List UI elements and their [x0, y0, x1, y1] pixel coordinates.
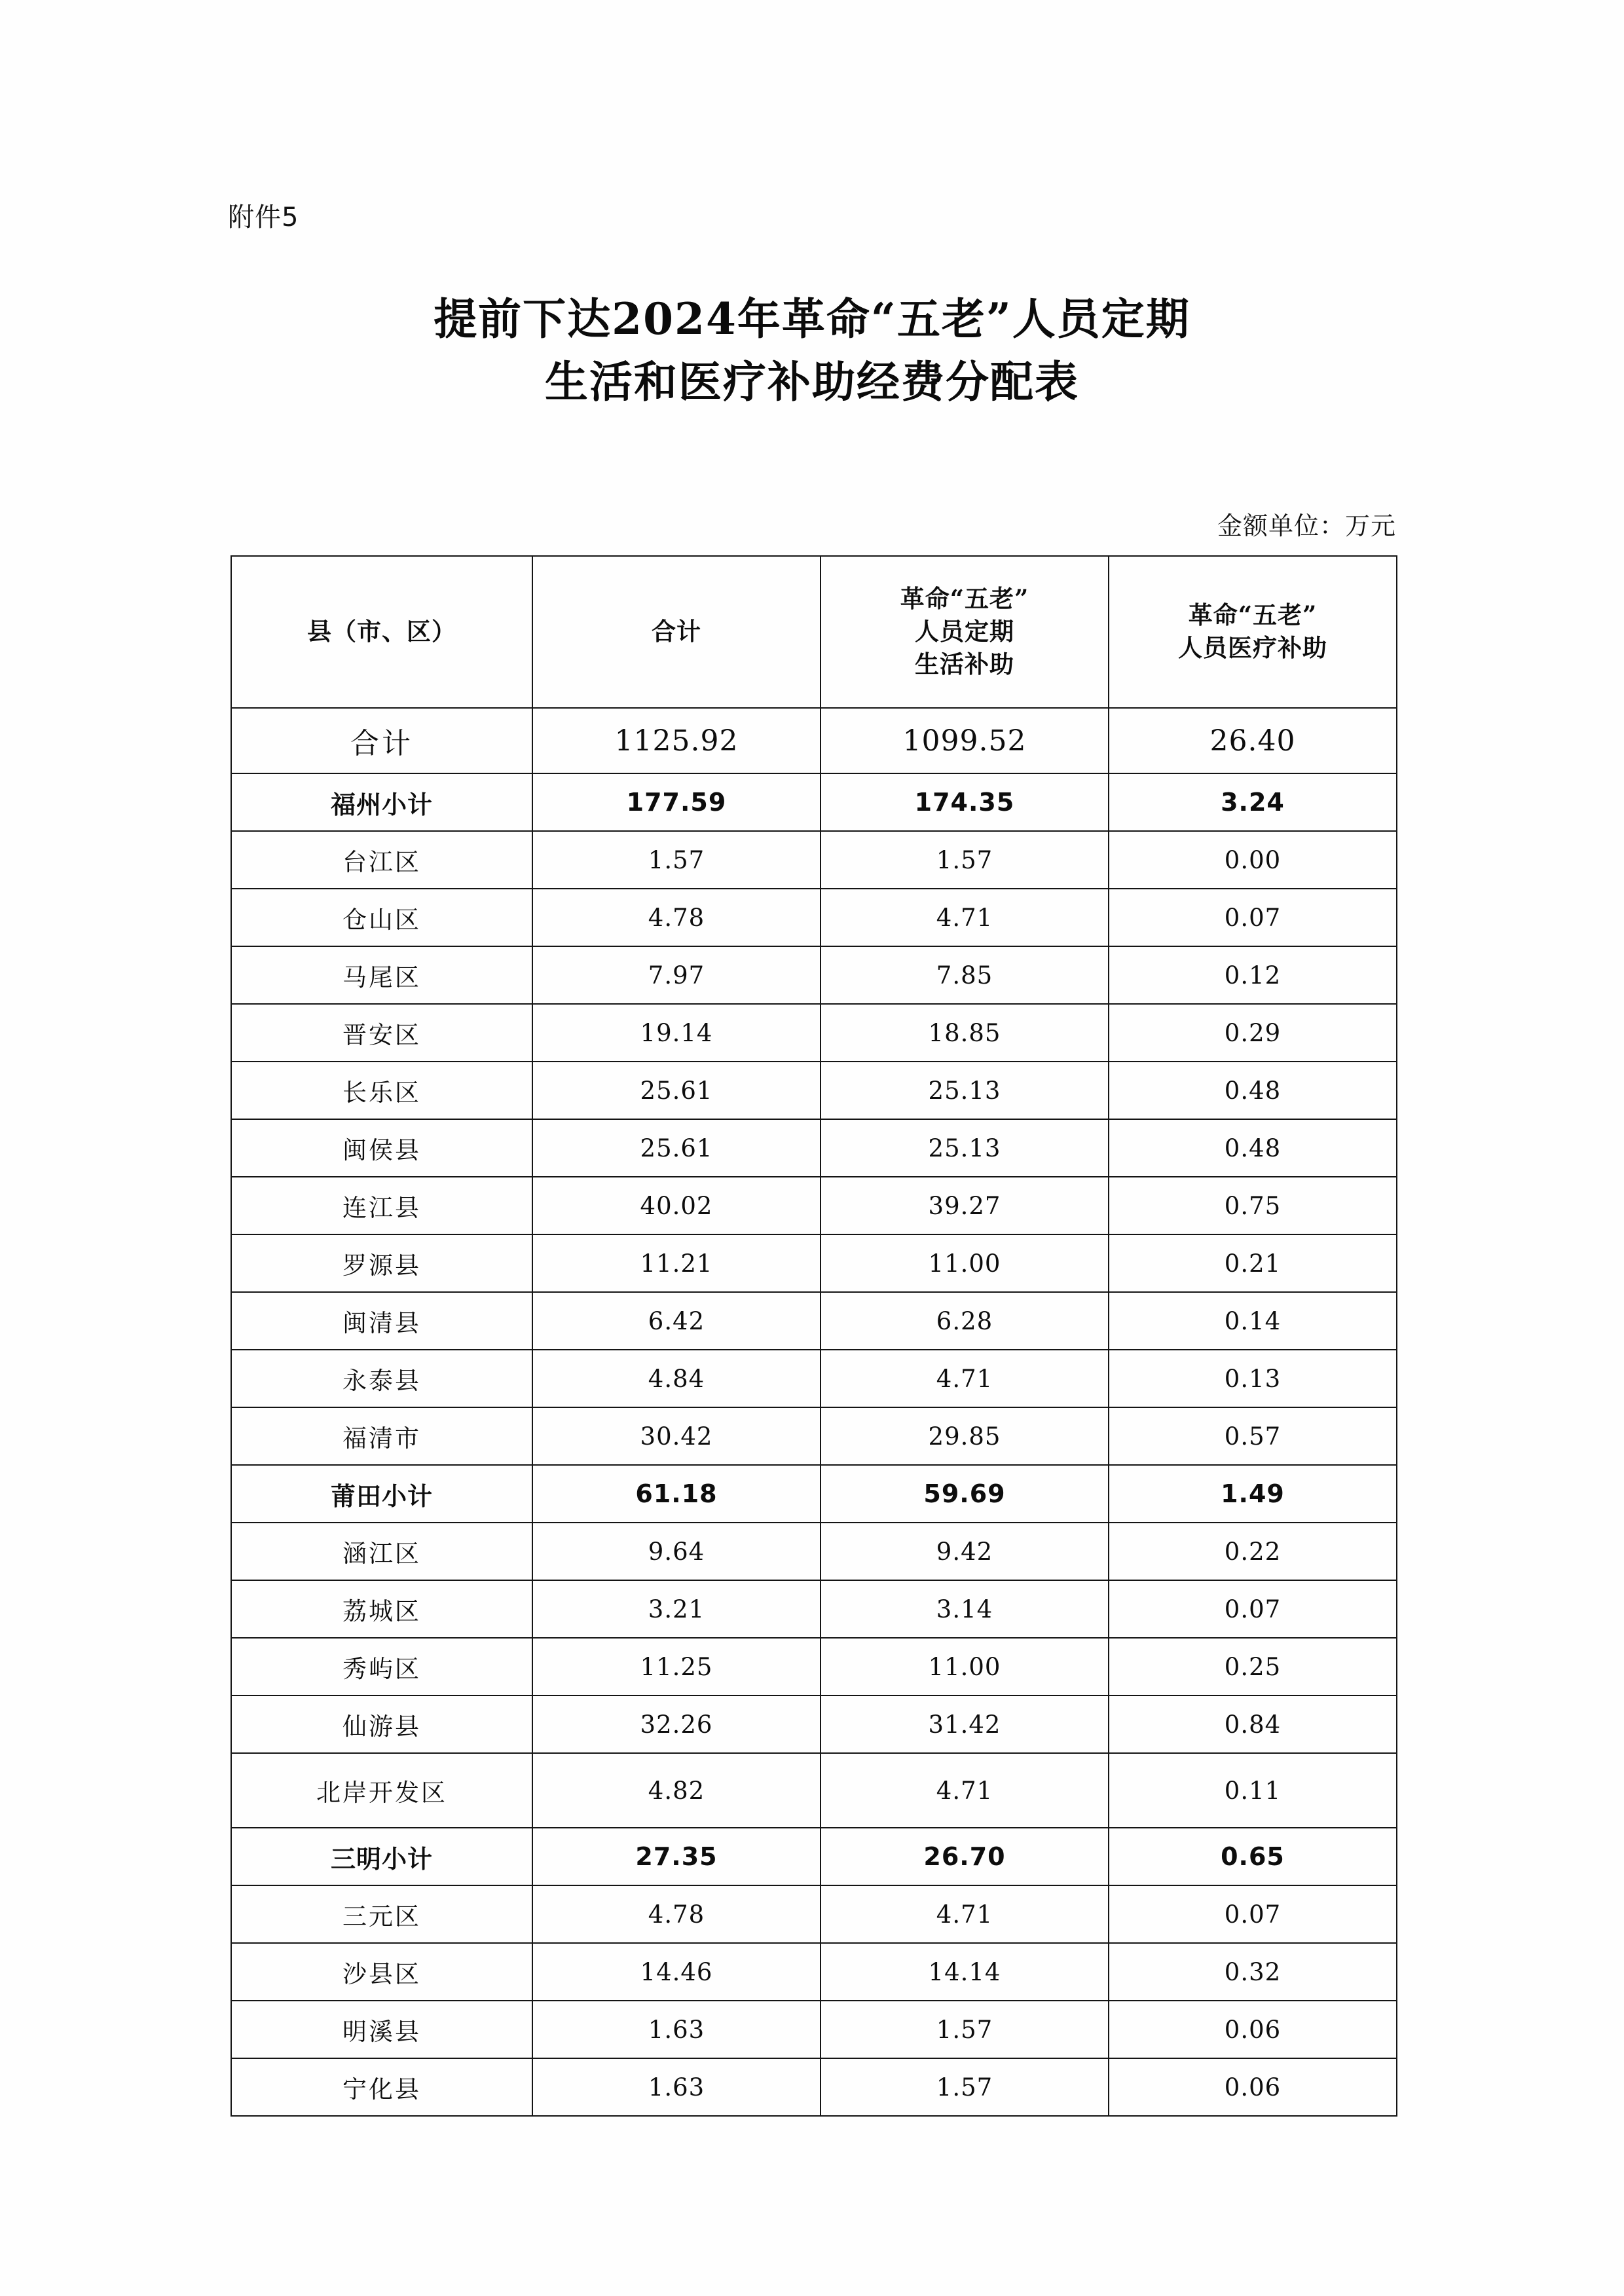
- row-name: 秀屿区: [231, 1638, 532, 1695]
- row-living-subsidy: 174.35: [821, 773, 1109, 831]
- table-row: [231, 1119, 1397, 1177]
- row-name: 三明小计: [231, 1828, 532, 1885]
- row-medical-subsidy: 0.14: [1109, 1292, 1397, 1350]
- amount-unit-note: 金额单位：万元: [1217, 511, 1396, 540]
- row-living-subsidy: 9.42: [821, 1523, 1109, 1580]
- row-living-subsidy: 39.27: [821, 1177, 1109, 1234]
- row-total: 61.18: [532, 1465, 821, 1523]
- row-name: 仓山区: [231, 889, 532, 946]
- row-total: 40.02: [532, 1177, 821, 1234]
- row-name: 罗源县: [231, 1234, 532, 1292]
- row-medical-subsidy: 0.07: [1109, 1885, 1397, 1943]
- row-total: 4.82: [532, 1753, 821, 1828]
- column-header-living-subsidy-line-3: 生活补助: [915, 649, 1014, 678]
- table-row: [231, 946, 1397, 1004]
- row-name: 永泰县: [231, 1350, 532, 1407]
- row-medical-subsidy: 0.07: [1109, 889, 1397, 946]
- row-total: 32.26: [532, 1695, 821, 1753]
- row-medical-subsidy: 26.40: [1109, 708, 1397, 773]
- row-total: 7.97: [532, 946, 821, 1004]
- row-medical-subsidy: 0.06: [1109, 2058, 1397, 2116]
- row-medical-subsidy: 0.48: [1109, 1119, 1397, 1177]
- row-medical-subsidy: 0.65: [1109, 1828, 1397, 1885]
- allocation-table: [231, 555, 1397, 2117]
- row-name: 连江县: [231, 1177, 532, 1234]
- row-total: 177.59: [532, 773, 821, 831]
- table-row: [231, 1753, 1397, 1828]
- row-total: 11.21: [532, 1234, 821, 1292]
- row-living-subsidy: 25.13: [821, 1119, 1109, 1177]
- row-living-subsidy: 4.71: [821, 1885, 1109, 1943]
- row-medical-subsidy: 0.12: [1109, 946, 1397, 1004]
- row-medical-subsidy: 0.13: [1109, 1350, 1397, 1407]
- table-row: [231, 773, 1397, 831]
- column-header-living-subsidy-line-2: 人员定期: [915, 617, 1014, 646]
- row-name: 涵江区: [231, 1523, 532, 1580]
- table-row: [231, 1234, 1397, 1292]
- table-row: [231, 1580, 1397, 1638]
- row-living-subsidy: 7.85: [821, 946, 1109, 1004]
- row-total: 1.63: [532, 2001, 821, 2058]
- table-row: [231, 1350, 1397, 1407]
- table-row: [231, 2001, 1397, 2058]
- row-name: 福州小计: [231, 773, 532, 831]
- table-row: [231, 708, 1397, 773]
- row-total: 27.35: [532, 1828, 821, 1885]
- row-medical-subsidy: 0.29: [1109, 1004, 1397, 1062]
- row-living-subsidy: 11.00: [821, 1234, 1109, 1292]
- row-name: 马尾区: [231, 946, 532, 1004]
- row-living-subsidy: 3.14: [821, 1580, 1109, 1638]
- page-title-line-1: 提前下达2024年革命“五老”人员定期: [434, 293, 1190, 344]
- column-header-living-subsidy-line-1: 革命“五老”: [900, 584, 1029, 614]
- page-title-line-2: 生活和医疗补助经费分配表: [545, 356, 1079, 407]
- row-living-subsidy: 4.71: [821, 889, 1109, 946]
- row-total: 14.46: [532, 1943, 821, 2001]
- row-name: 仙游县: [231, 1695, 532, 1753]
- column-header-total: 合计: [532, 556, 821, 708]
- row-name: 台江区: [231, 831, 532, 889]
- row-living-subsidy: 29.85: [821, 1407, 1109, 1465]
- row-total: 19.14: [532, 1004, 821, 1062]
- row-total: 9.64: [532, 1523, 821, 1580]
- row-medical-subsidy: 0.25: [1109, 1638, 1397, 1695]
- table-row: [231, 1885, 1397, 1943]
- table-row: [231, 889, 1397, 946]
- row-living-subsidy: 11.00: [821, 1638, 1109, 1695]
- row-living-subsidy: 4.71: [821, 1753, 1109, 1828]
- row-living-subsidy: 25.13: [821, 1062, 1109, 1119]
- row-medical-subsidy: 0.22: [1109, 1523, 1397, 1580]
- attachment-label: 附件5: [228, 202, 299, 232]
- row-living-subsidy: 6.28: [821, 1292, 1109, 1350]
- row-name: 明溪县: [231, 2001, 532, 2058]
- table-header: [231, 556, 1397, 708]
- column-header-county: 县（市、区）: [231, 556, 532, 708]
- table-row: [231, 2058, 1397, 2116]
- row-medical-subsidy: 0.07: [1109, 1580, 1397, 1638]
- row-medical-subsidy: 0.48: [1109, 1062, 1397, 1119]
- table-row: [231, 1828, 1397, 1885]
- row-total: 30.42: [532, 1407, 821, 1465]
- row-total: 6.42: [532, 1292, 821, 1350]
- row-name: 福清市: [231, 1407, 532, 1465]
- row-name: 北岸开发区: [231, 1753, 532, 1828]
- table-row: [231, 1695, 1397, 1753]
- row-medical-subsidy: 3.24: [1109, 773, 1397, 831]
- row-medical-subsidy: 0.57: [1109, 1407, 1397, 1465]
- row-living-subsidy: 1.57: [821, 2058, 1109, 2116]
- row-total: 3.21: [532, 1580, 821, 1638]
- table-row: [231, 1292, 1397, 1350]
- table-row: [231, 1465, 1397, 1523]
- row-total: 1125.92: [532, 708, 821, 773]
- table-row: [231, 1062, 1397, 1119]
- row-name: 合计: [231, 708, 532, 773]
- row-name: 晋安区: [231, 1004, 532, 1062]
- row-medical-subsidy: 0.06: [1109, 2001, 1397, 2058]
- table-row: [231, 1638, 1397, 1695]
- column-header-medical-subsidy-line-1: 革命“五老”: [1188, 601, 1318, 630]
- row-name: 沙县区: [231, 1943, 532, 2001]
- row-name: 长乐区: [231, 1062, 532, 1119]
- row-living-subsidy: 4.71: [821, 1350, 1109, 1407]
- page-title: [0, 288, 1624, 413]
- row-medical-subsidy: 0.84: [1109, 1695, 1397, 1753]
- row-medical-subsidy: 0.11: [1109, 1753, 1397, 1828]
- row-name: 宁化县: [231, 2058, 532, 2116]
- row-name: 荔城区: [231, 1580, 532, 1638]
- row-name: 闽侯县: [231, 1119, 532, 1177]
- row-total: 4.78: [532, 1885, 821, 1943]
- row-total: 25.61: [532, 1062, 821, 1119]
- table-row: [231, 1523, 1397, 1580]
- row-total: 4.78: [532, 889, 821, 946]
- row-living-subsidy: 1099.52: [821, 708, 1109, 773]
- column-header-medical-subsidy-line-2: 人员医疗补助: [1178, 633, 1327, 662]
- row-living-subsidy: 26.70: [821, 1828, 1109, 1885]
- row-living-subsidy: 14.14: [821, 1943, 1109, 2001]
- table-row: [231, 1004, 1397, 1062]
- row-medical-subsidy: 0.00: [1109, 831, 1397, 889]
- row-medical-subsidy: 1.49: [1109, 1465, 1397, 1523]
- table-header-row: [231, 556, 1397, 708]
- row-name: 三元区: [231, 1885, 532, 1943]
- row-total: 1.57: [532, 831, 821, 889]
- row-living-subsidy: 1.57: [821, 831, 1109, 889]
- row-total: 4.84: [532, 1350, 821, 1407]
- row-living-subsidy: 31.42: [821, 1695, 1109, 1753]
- row-medical-subsidy: 0.32: [1109, 1943, 1397, 2001]
- row-living-subsidy: 18.85: [821, 1004, 1109, 1062]
- table-row: [231, 831, 1397, 889]
- row-name: 闽清县: [231, 1292, 532, 1350]
- row-total: 25.61: [532, 1119, 821, 1177]
- row-total: 11.25: [532, 1638, 821, 1695]
- column-header-living-subsidy: [821, 556, 1109, 708]
- table-row: [231, 1177, 1397, 1234]
- table-row: [231, 1943, 1397, 2001]
- row-total: 1.63: [532, 2058, 821, 2116]
- table-row: [231, 1407, 1397, 1465]
- row-living-subsidy: 59.69: [821, 1465, 1109, 1523]
- row-medical-subsidy: 0.21: [1109, 1234, 1397, 1292]
- table-body: [231, 708, 1397, 2116]
- row-living-subsidy: 1.57: [821, 2001, 1109, 2058]
- column-header-medical-subsidy: [1109, 556, 1397, 708]
- row-medical-subsidy: 0.75: [1109, 1177, 1397, 1234]
- row-name: 莆田小计: [231, 1465, 532, 1523]
